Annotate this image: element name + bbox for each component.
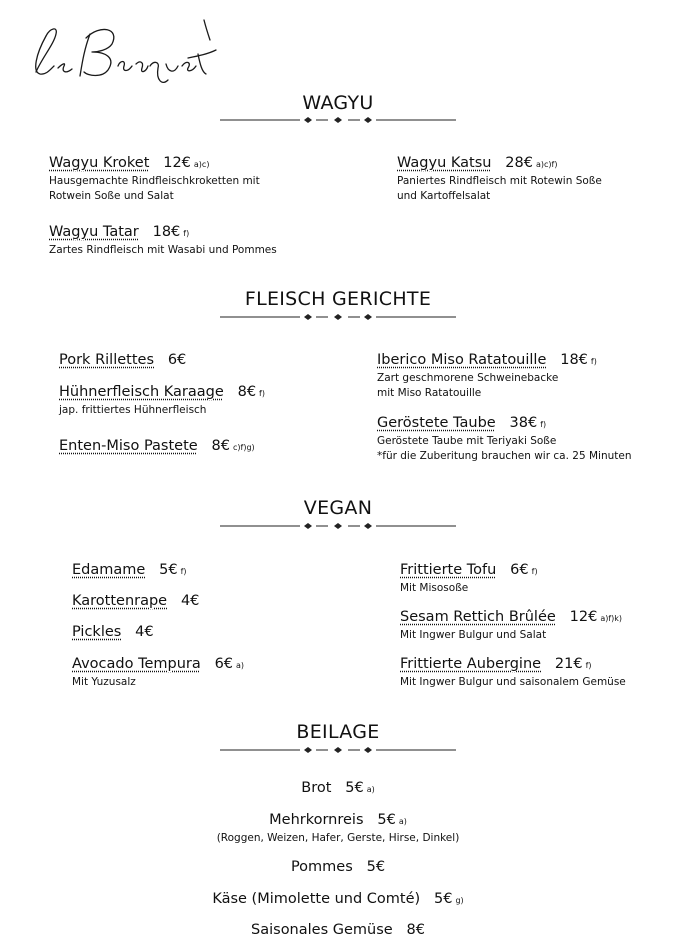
allergen-codes: a) bbox=[398, 817, 407, 826]
dish-name: Karottenrape bbox=[72, 593, 168, 609]
dish-description: und Kartoffelsalat bbox=[397, 190, 491, 202]
menu-item bbox=[72, 562, 187, 578]
menu-item bbox=[72, 656, 244, 690]
dish-description: mit Miso Ratatouille bbox=[377, 387, 482, 399]
section-heading-vegan: VEGAN bbox=[303, 497, 373, 519]
dish-price: 5€ bbox=[345, 780, 364, 796]
menu-item bbox=[377, 352, 597, 401]
dish-description: (Roggen, Weizen, Hafer, Gerste, Hirse, Dinkel) bbox=[216, 832, 460, 844]
allergen-codes: f) bbox=[531, 567, 538, 576]
menu-item bbox=[0, 859, 676, 875]
allergen-codes: f) bbox=[590, 357, 597, 366]
dish-price: 6€ bbox=[214, 656, 234, 672]
dish-name: Frittierte Aubergine bbox=[400, 656, 542, 672]
menu-item bbox=[400, 656, 626, 690]
dish-name: Sesam Rettich Brûlée bbox=[400, 609, 556, 625]
ornament-divider bbox=[220, 745, 456, 755]
allergen-codes: a)c) bbox=[193, 160, 210, 169]
menu-item bbox=[377, 415, 631, 464]
allergen-codes: c)f)g) bbox=[232, 443, 255, 452]
dish-price: 5€ bbox=[377, 812, 396, 828]
dish-price: 12€ bbox=[163, 155, 191, 171]
dish-description: Mit Ingwer Bulgur und saisonalem Gemüse bbox=[400, 676, 626, 688]
menu-item bbox=[49, 224, 277, 258]
dish-description: Zartes Rindfleisch mit Wasabi und Pommes bbox=[49, 244, 277, 256]
dish-price: 5€ bbox=[159, 562, 178, 578]
dish-name: Geröstete Taube bbox=[377, 415, 496, 431]
section-heading-wagyu: WAGYU bbox=[302, 92, 374, 114]
menu-item bbox=[59, 352, 186, 368]
section-heading-fleisch: FLEISCH GERICHTE bbox=[244, 288, 432, 310]
allergen-codes: g) bbox=[455, 896, 464, 905]
dish-description: jap. frittiertes Hühnerfleisch bbox=[59, 404, 207, 416]
dish-name: Pickles bbox=[72, 624, 122, 640]
dish-price: 28€ bbox=[505, 155, 533, 171]
menu-item bbox=[72, 593, 199, 609]
menu-item bbox=[400, 562, 538, 596]
dish-price: 8€ bbox=[406, 922, 425, 938]
dish-description: Geröstete Taube mit Teriyaki Soße bbox=[377, 435, 557, 447]
dish-name: Käse (Mimolette und Comté) bbox=[212, 891, 421, 907]
dish-description: Mit Yuzusalz bbox=[72, 676, 136, 688]
dish-price: 6€ bbox=[510, 562, 529, 578]
allergen-codes: f) bbox=[183, 229, 190, 238]
dish-name: Wagyu Kroket bbox=[49, 155, 150, 171]
dish-name: Pork Rillettes bbox=[59, 352, 154, 368]
dish-price: 8€ bbox=[211, 438, 230, 454]
dish-price: 4€ bbox=[180, 593, 200, 609]
dish-name: Wagyu Katsu bbox=[397, 155, 492, 171]
section-heading-beilage: BEILAGE bbox=[296, 721, 380, 743]
menu-item bbox=[72, 624, 154, 640]
dish-name: Brot bbox=[301, 780, 332, 796]
dish-name: Avocado Tempura bbox=[72, 656, 201, 672]
dish-description: Mit Ingwer Bulgur und Salat bbox=[400, 629, 547, 641]
dish-price: 21€ bbox=[554, 656, 583, 672]
dish-price: 8€ bbox=[237, 384, 257, 400]
menu-item bbox=[59, 438, 255, 454]
dish-price: 18€ bbox=[560, 352, 588, 368]
dish-price: 4€ bbox=[135, 624, 154, 640]
allergen-codes: f) bbox=[540, 420, 547, 429]
allergen-codes: a) bbox=[366, 785, 375, 794]
dish-name: Enten-Miso Pastete bbox=[59, 438, 198, 454]
allergen-codes: f) bbox=[585, 661, 592, 670]
ornament-divider bbox=[220, 115, 456, 125]
dish-price: 38€ bbox=[509, 415, 538, 431]
dish-name: Frittierte Tofu bbox=[400, 562, 497, 578]
menu-item bbox=[400, 609, 622, 643]
dish-name: Saisonales Gemüse bbox=[251, 922, 393, 938]
dish-name: Wagyu Tatar bbox=[49, 224, 139, 240]
dish-description: Hausgemachte Rindfleischkroketten mit bbox=[49, 175, 260, 187]
allergen-codes: a) bbox=[236, 661, 245, 670]
dish-name: Pommes bbox=[290, 859, 353, 875]
menu-item bbox=[0, 812, 676, 846]
dish-price: 6€ bbox=[167, 352, 187, 368]
allergen-codes: f) bbox=[180, 567, 187, 576]
dish-name: Iberico Miso Ratatouille bbox=[377, 352, 547, 368]
allergen-codes: a)c)f) bbox=[535, 160, 558, 169]
dish-price: 5€ bbox=[434, 891, 453, 907]
allergen-codes: a)f)k) bbox=[600, 614, 623, 623]
dish-price: 18€ bbox=[152, 224, 181, 240]
allergen-codes: f) bbox=[259, 389, 265, 398]
dish-price: 12€ bbox=[569, 609, 598, 625]
dish-name: Edamame bbox=[72, 562, 146, 578]
menu-item bbox=[0, 780, 676, 796]
dish-name: Mehrkornreis bbox=[269, 812, 364, 828]
dish-description: Zart geschmorene Schweinebacke bbox=[377, 372, 559, 384]
ornament-divider bbox=[220, 521, 456, 531]
dish-name: Hühnerfleisch Karaage bbox=[59, 384, 224, 400]
le-banquet-logo bbox=[28, 14, 218, 90]
dish-description: Paniertes Rindfleisch mit Rotewin Soße bbox=[397, 175, 602, 187]
ornament-divider bbox=[220, 312, 456, 322]
dish-description: Mit Misosoße bbox=[400, 582, 469, 594]
dish-price: 5€ bbox=[366, 859, 386, 875]
menu-item bbox=[59, 384, 265, 418]
dish-note: *für die Zuberitung brauchen wir ca. 25 Minuten bbox=[377, 450, 632, 462]
menu-item bbox=[49, 155, 260, 204]
menu-item bbox=[0, 891, 676, 907]
dish-description: Rotwein Soße und Salat bbox=[49, 190, 174, 202]
menu-item bbox=[0, 922, 676, 938]
menu-item bbox=[397, 155, 602, 204]
